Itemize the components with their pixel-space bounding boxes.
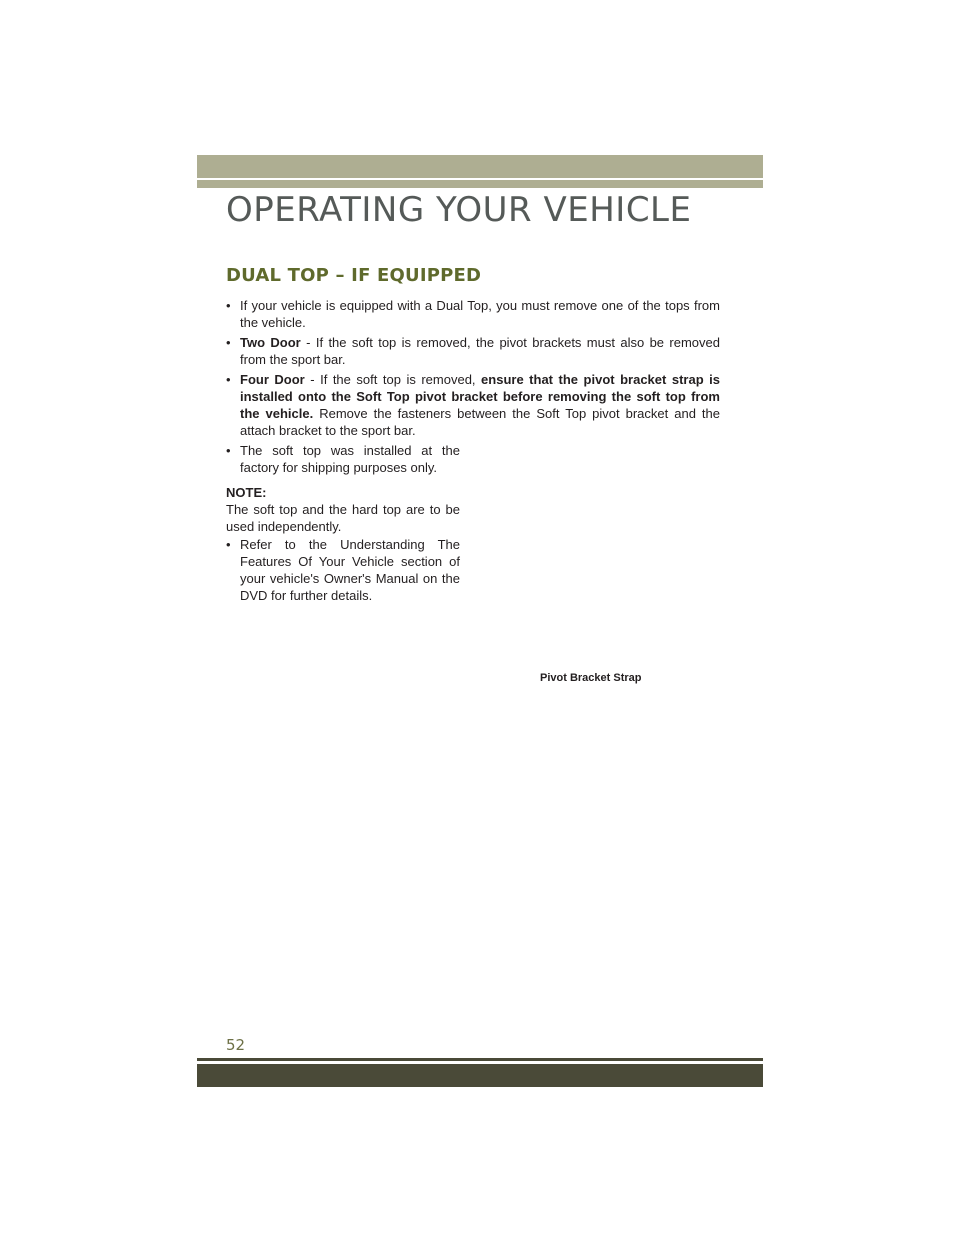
footer-bar <box>197 1064 763 1087</box>
figure-caption: Pivot Bracket Strap <box>540 672 642 684</box>
bullet-text <box>240 371 720 439</box>
bullet-factory <box>226 442 460 476</box>
page-heading: DUAL TOP – IF EQUIPPED <box>226 265 482 286</box>
two-door-label: Two Door <box>240 335 301 350</box>
two-door-text: - If the soft top is removed, the pivot brackets must also be removed from the sport bar. <box>240 335 720 367</box>
four-door-text-a: - If the soft top is removed, <box>304 372 482 387</box>
bullet-glyph: • <box>226 335 231 350</box>
page-number: 52 <box>226 1036 246 1054</box>
bullet-refer <box>226 536 460 604</box>
bullet-two-door <box>226 334 720 368</box>
bullet-text: The soft top was installed at the factory for shipping purposes only. <box>240 443 460 475</box>
header-rule <box>197 180 763 188</box>
note-block <box>226 484 460 535</box>
bullet-dual-top <box>226 297 720 331</box>
four-door-warning: ensure that the pivot bracket strap is installed onto the Soft Top pivot bracket before removing the soft top from the vehicle. <box>240 372 720 421</box>
bullet-text: If your vehicle is equipped with a Dual Top, you must remove one of the tops from the vehicle. <box>240 298 720 330</box>
section-title: OPERATING YOUR VEHICLE <box>226 190 692 230</box>
four-door-label: Four Door <box>240 372 305 387</box>
bullet-text <box>240 334 720 368</box>
header-bar <box>197 155 763 178</box>
bullet-text: Refer to the Understanding The Features Of Your Vehicle section of your vehicle's Owner's Manual on the DVD for further details. <box>240 537 460 603</box>
bullet-glyph: • <box>226 443 231 458</box>
bullet-glyph: • <box>226 298 231 313</box>
note-text: The soft top and the hard top are to be used independently. <box>226 502 460 534</box>
bullet-four-door <box>226 371 720 439</box>
bullet-glyph: • <box>226 372 231 387</box>
bullet-glyph: • <box>226 537 231 552</box>
footer-rule <box>197 1058 763 1061</box>
note-label: NOTE: <box>226 485 267 500</box>
four-door-text-b: Remove the fasteners between the Soft Top pivot bracket and the attach bracket to the sport bar. <box>240 406 721 438</box>
